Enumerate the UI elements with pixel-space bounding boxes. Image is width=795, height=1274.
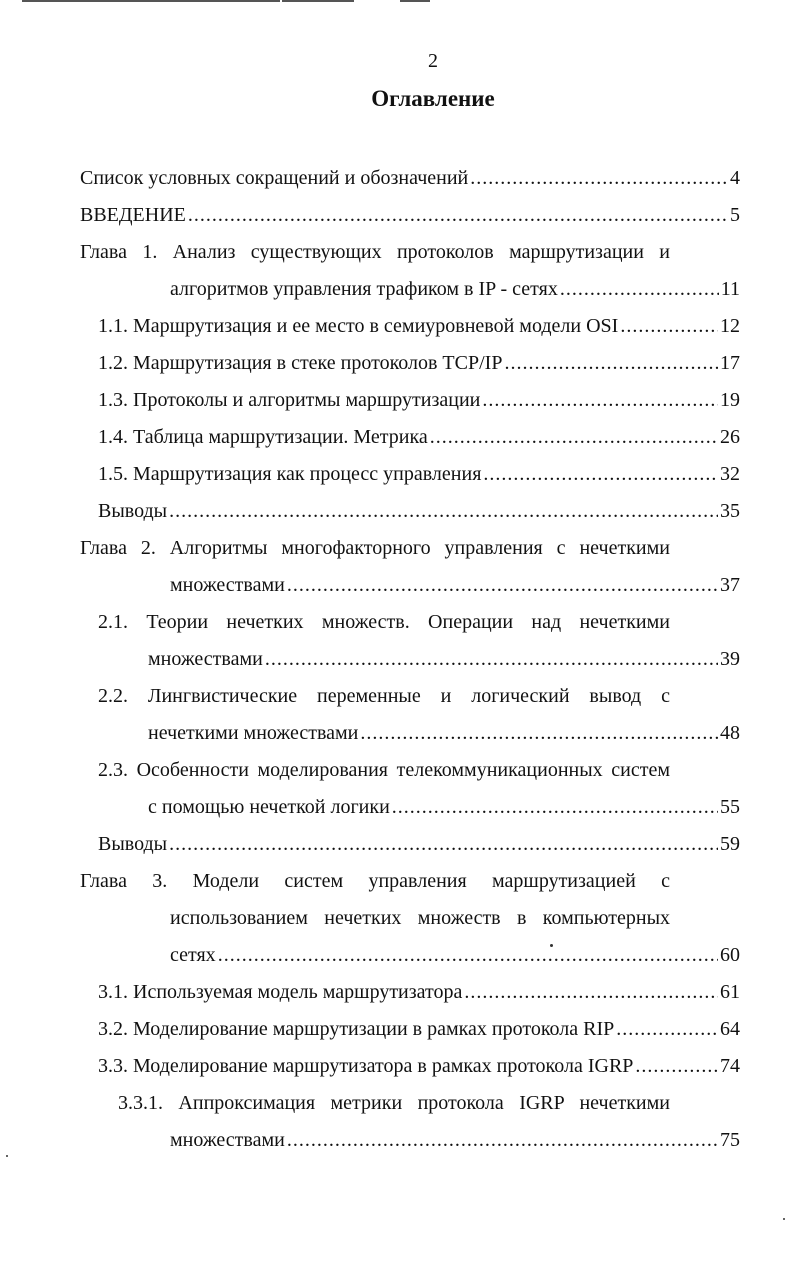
toc-entry-page: 48 bbox=[720, 722, 740, 744]
toc-leader-dots bbox=[464, 974, 718, 1011]
toc-leader-dots bbox=[504, 345, 718, 382]
toc-section-1-2[interactable] bbox=[98, 345, 740, 382]
toc-entry-title: 3.1. Используемая модель маршрутизатора bbox=[98, 981, 463, 1003]
toc-entry-title: 1.2. Маршрутизация в стеке протоколов TCP/IP bbox=[98, 352, 503, 374]
toc-chapter-2[interactable] bbox=[170, 567, 740, 604]
table-of-contents bbox=[0, 160, 795, 1160]
toc-leader-dots bbox=[616, 1011, 718, 1048]
scan-artifact-line bbox=[282, 0, 354, 2]
toc-entry-title: сетях bbox=[170, 944, 216, 966]
toc-leader-dots bbox=[620, 308, 718, 345]
toc-section-2-1-heading[interactable]: 2.1. Теории нечетких множеств. Операции над нечеткими bbox=[98, 611, 670, 633]
toc-chapter-1[interactable] bbox=[170, 271, 740, 308]
toc-chapter-2-heading[interactable]: Глава 2. Алгоритмы многофакторного управления с нечеткими bbox=[80, 537, 670, 559]
toc-section-1-3[interactable] bbox=[98, 382, 740, 419]
scan-speck bbox=[783, 1218, 785, 1220]
toc-leader-dots bbox=[360, 715, 718, 752]
scan-speck bbox=[550, 944, 553, 947]
toc-entry-page: 74 bbox=[720, 1055, 740, 1077]
toc-leader-dots bbox=[430, 419, 718, 456]
toc-leader-dots bbox=[287, 1122, 718, 1159]
toc-section-1-1[interactable] bbox=[98, 308, 740, 345]
toc-leader-dots bbox=[169, 493, 718, 530]
toc-entry-page: 4 bbox=[730, 167, 740, 189]
toc-entry-title: алгоритмов управления трафиком в IP - сетях bbox=[170, 278, 558, 300]
toc-entry-page: 26 bbox=[720, 426, 740, 448]
toc-entry-page: 55 bbox=[720, 796, 740, 818]
toc-entry-page: 12 bbox=[720, 315, 740, 337]
toc-leader-dots bbox=[560, 271, 719, 308]
toc-leader-dots bbox=[483, 456, 718, 493]
toc-entry-title: с помощью нечеткой логики bbox=[148, 796, 390, 818]
toc-entry-title: Выводы bbox=[98, 833, 168, 855]
toc-entry-title: 1.1. Маршрутизация и ее место в семиуровневой модели OSI bbox=[98, 315, 619, 337]
page-number: 2 bbox=[428, 50, 438, 72]
toc-leader-dots bbox=[635, 1048, 718, 1085]
toc-section-1-4[interactable] bbox=[98, 419, 740, 456]
toc-entry-title: Список условных сокращений и обозначений bbox=[80, 167, 469, 189]
toc-leader-dots bbox=[287, 567, 718, 604]
toc-leader-dots bbox=[392, 789, 718, 826]
toc-entry-title: 1.3. Протоколы и алгоритмы маршрутизации bbox=[98, 389, 481, 411]
toc-entry-page: 60 bbox=[720, 944, 740, 966]
toc-entry-title: нечеткими множествами bbox=[148, 722, 359, 744]
toc-entry-page: 37 bbox=[720, 574, 740, 596]
scan-artifact-line bbox=[22, 0, 280, 2]
toc-entry-page: 17 bbox=[720, 352, 740, 374]
toc-section-3-1[interactable] bbox=[98, 974, 740, 1011]
toc-entry-title: множествами bbox=[170, 574, 285, 596]
toc-conclusions-1[interactable] bbox=[98, 493, 740, 530]
toc-entry-title: множествами bbox=[170, 1129, 285, 1151]
scan-artifact-line bbox=[400, 0, 430, 2]
toc-section-2-2[interactable] bbox=[148, 715, 740, 752]
toc-section-2-3[interactable] bbox=[148, 789, 740, 826]
toc-entry-page: 32 bbox=[720, 463, 740, 485]
toc-entry-title: множествами bbox=[148, 648, 263, 670]
toc-section-3-3-1[interactable] bbox=[170, 1122, 740, 1159]
toc-leader-dots bbox=[470, 160, 728, 197]
toc-section-2-2-heading[interactable]: 2.2. Лингвистические переменные и логический вывод с bbox=[98, 685, 670, 707]
toc-section-3-3-1-heading[interactable]: 3.3.1. Аппроксимация метрики протокола IGRP нечеткими bbox=[118, 1092, 670, 1114]
toc-entry-title: Выводы bbox=[98, 500, 168, 522]
toc-leader-dots bbox=[482, 382, 718, 419]
toc-entry-title: 1.5. Маршрутизация как процесс управления bbox=[98, 463, 482, 485]
toc-entry-abbreviations[interactable] bbox=[80, 160, 740, 197]
toc-entry-title: 3.3. Моделирование маршрутизатора в рамках протокола IGRP bbox=[98, 1055, 634, 1077]
toc-section-3-3[interactable] bbox=[98, 1048, 740, 1085]
toc-entry-page: 61 bbox=[720, 981, 740, 1003]
toc-section-2-1[interactable] bbox=[148, 641, 740, 678]
toc-leader-dots bbox=[218, 937, 718, 974]
toc-entry-page: 75 bbox=[720, 1129, 740, 1151]
toc-leader-dots bbox=[169, 826, 718, 863]
toc-entry-title: ВВЕДЕНИЕ bbox=[80, 204, 186, 226]
toc-chapter-3[interactable] bbox=[170, 937, 740, 974]
toc-entry-page: 19 bbox=[720, 389, 740, 411]
toc-entry-page: 11 bbox=[720, 278, 740, 300]
toc-entry-page: 35 bbox=[720, 500, 740, 522]
toc-entry-page: 39 bbox=[720, 648, 740, 670]
page-title: Оглавление bbox=[371, 86, 495, 111]
toc-leader-dots bbox=[188, 197, 728, 234]
toc-entry-title: 1.4. Таблица маршрутизации. Метрика bbox=[98, 426, 428, 448]
toc-chapter-3-heading-continued[interactable]: использованием нечетких множеств в компьютерных bbox=[170, 907, 670, 929]
toc-entry-page: 59 bbox=[720, 833, 740, 855]
scan-speck bbox=[6, 1155, 8, 1157]
toc-entry-title: 3.2. Моделирование маршрутизации в рамках протокола RIP bbox=[98, 1018, 615, 1040]
toc-conclusions-2[interactable] bbox=[98, 826, 740, 863]
toc-chapter-1-heading[interactable]: Глава 1. Анализ существующих протоколов маршрутизации и bbox=[80, 241, 670, 263]
toc-chapter-3-heading[interactable]: Глава 3. Модели систем управления маршрутизацией с bbox=[80, 870, 670, 892]
toc-section-1-5[interactable] bbox=[98, 456, 740, 493]
toc-section-3-2[interactable] bbox=[98, 1011, 740, 1048]
toc-entry-page: 64 bbox=[720, 1018, 740, 1040]
toc-section-2-3-heading[interactable]: 2.3. Особенности моделирования телекоммуникационных систем bbox=[98, 759, 670, 781]
toc-entry-page: 5 bbox=[730, 204, 740, 226]
toc-entry-introduction[interactable] bbox=[80, 197, 740, 234]
toc-leader-dots bbox=[265, 641, 718, 678]
